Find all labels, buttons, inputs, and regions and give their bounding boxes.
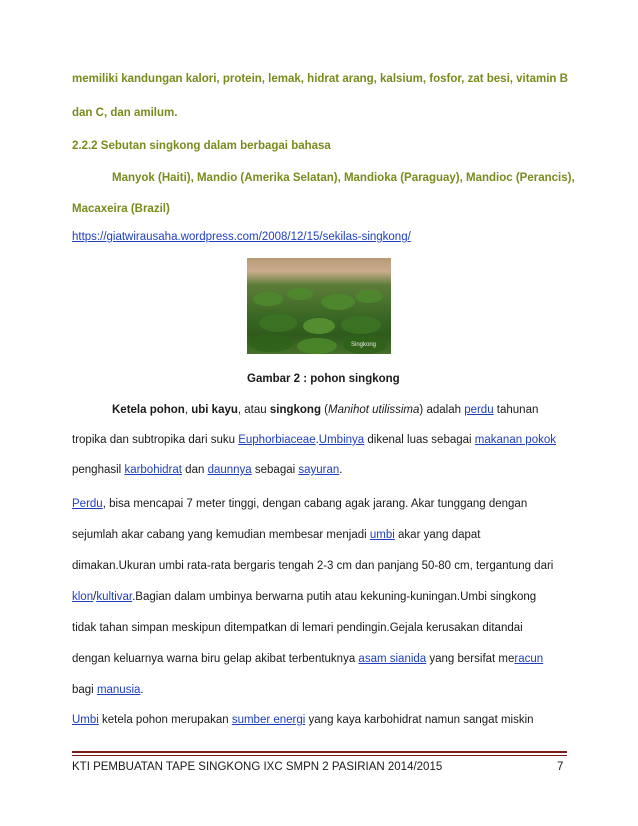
- text: /: [93, 591, 97, 603]
- text: yang bersifat me: [426, 653, 515, 665]
- text: ,: [184, 404, 192, 416]
- text: sebagai: [251, 464, 299, 476]
- leaf-shape: [341, 316, 381, 334]
- para-line: [72, 714, 534, 726]
- text: bagi: [72, 684, 97, 696]
- text: ) adalah: [419, 404, 465, 416]
- footer-divider: [72, 751, 567, 753]
- text: ketela pohon merupakan: [98, 714, 232, 726]
- link-klon[interactable]: klon: [72, 591, 94, 603]
- text: dan: [181, 464, 208, 476]
- para-line: tidak tahan simpan meskipun ditempatkan di lemari pendingin.Gejala kerusakan ditandai: [72, 622, 523, 634]
- term: Ketela pohon: [112, 404, 185, 416]
- para-line: [72, 464, 343, 476]
- leaf-shape: [249, 334, 293, 352]
- para-line: [72, 653, 543, 665]
- leaf-shape: [253, 292, 283, 306]
- para-line: [72, 434, 556, 446]
- text: , atau: [237, 404, 270, 416]
- link-euphorbiaceae[interactable]: Euphorbiaceae: [238, 434, 316, 446]
- text: .Bagian dalam umbinya berwarna putih atau kekuning-kuningan.Umbi singkong: [132, 591, 537, 603]
- link-karbohidrat[interactable]: karbohidrat: [124, 464, 182, 476]
- text: yang kaya karbohidrat namun sangat miskin: [305, 714, 534, 726]
- text: .: [140, 684, 144, 696]
- link-sumber-energi[interactable]: sumber energi: [231, 714, 306, 726]
- leaf-shape: [297, 338, 337, 354]
- photo-watermark: Singkong: [351, 342, 377, 348]
- para-line: [72, 529, 481, 541]
- text: penghasil: [72, 464, 125, 476]
- link-asam-sianida[interactable]: asam sianida: [358, 653, 427, 665]
- link-makanan-pokok[interactable]: makanan pokok: [474, 434, 556, 446]
- text: (: [320, 404, 329, 416]
- text: .: [315, 434, 319, 446]
- leaf-shape: [259, 314, 297, 332]
- para-line: [72, 498, 527, 510]
- link-sayuran[interactable]: sayuran: [298, 464, 340, 476]
- para-line: Manyok (Haiti), Mandio (Amerika Selatan), Mandioka (Paraguay), Mandioc (Perancis),: [112, 172, 575, 184]
- link-kultivar[interactable]: kultivar: [96, 591, 133, 603]
- leaf-shape: [303, 318, 335, 334]
- link-umbinya[interactable]: Umbinya: [318, 434, 365, 446]
- leaf-shape: [355, 290, 383, 303]
- link-racun[interactable]: racun: [514, 653, 544, 665]
- section-heading: 2.2.2 Sebutan singkong dalam berbagai bahasa: [72, 140, 331, 152]
- text: dengan keluarnya warna biru gelap akibat terbentuknya: [72, 653, 359, 665]
- leaf-shape: [321, 294, 355, 310]
- para-line: dimakan.Ukuran umbi rata-rata bergaris tengah 2-3 cm dan panjang 50-80 cm, tergantung dari: [72, 560, 554, 572]
- text: akar yang dapat: [394, 529, 481, 541]
- para-line: [72, 591, 536, 603]
- page-number: 7: [557, 761, 564, 773]
- link-perdu-2[interactable]: Perdu: [72, 498, 103, 510]
- para-line: [72, 684, 144, 696]
- text: sejumlah akar cabang yang kemudian membesar menjadi: [72, 529, 370, 541]
- text: tropika dan subtropika dari suku: [72, 434, 239, 446]
- text: .: [339, 464, 343, 476]
- text: tahunan: [493, 404, 539, 416]
- para-line: [112, 404, 538, 416]
- link-perdu[interactable]: perdu: [464, 404, 494, 416]
- para-line: memiliki kandungan kalori, protein, lemak, hidrat arang, kalsium, fosfor, zat besi, vitamin B: [72, 73, 568, 85]
- source-link-line: [72, 231, 411, 243]
- leaf-shape: [287, 288, 313, 300]
- link-umbi-2[interactable]: Umbi: [72, 714, 99, 726]
- link-umbi[interactable]: umbi: [369, 529, 395, 541]
- link-manusia[interactable]: manusia: [96, 684, 141, 696]
- term: ubi kayu: [191, 404, 238, 416]
- text: dikenal luas sebagai: [364, 434, 475, 446]
- source-url-link[interactable]: https://giatwirausaha.wordpress.com/2008/12/15/sekilas-singkong/: [72, 231, 411, 243]
- link-daunnya[interactable]: daunnya: [207, 464, 252, 476]
- figure-caption: Gambar 2 : pohon singkong: [247, 373, 400, 385]
- para-line: dan C, dan amilum.: [72, 107, 178, 119]
- cassava-photo: [247, 258, 391, 354]
- text: , bisa mencapai 7 meter tinggi, dengan cabang agak jarang. Akar tunggang dengan: [102, 498, 528, 510]
- footer-divider: [72, 755, 567, 756]
- term: singkong: [269, 404, 321, 416]
- footer-title: KTI PEMBUATAN TAPE SINGKONG IXC SMPN 2 PASIRIAN 2014/2015: [72, 761, 443, 773]
- para-line: Macaxeira (Brazil): [72, 203, 170, 215]
- scientific-name: Manihot utilissima: [328, 404, 420, 416]
